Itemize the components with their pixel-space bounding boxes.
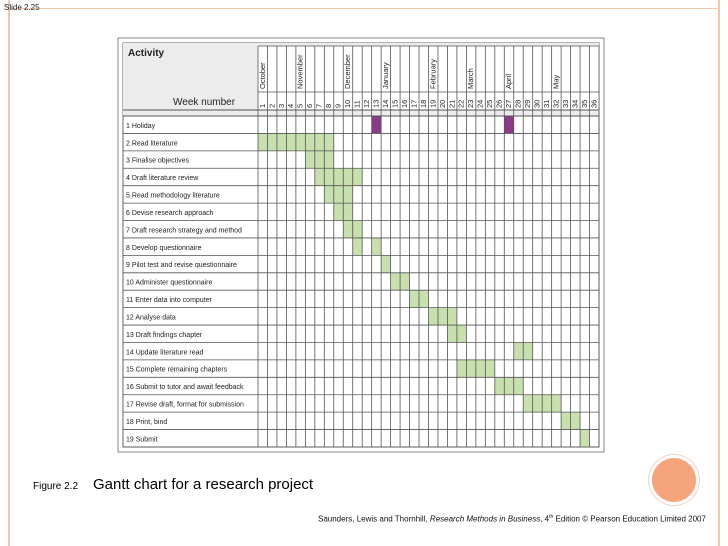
week-number-label: 1	[257, 103, 267, 108]
month-label: April	[504, 73, 514, 89]
week-number-label: 12	[362, 99, 372, 108]
activity-bar-cell	[334, 186, 343, 203]
week-number-label: 18	[418, 99, 428, 108]
figure-label: Figure 2.2	[33, 481, 79, 492]
week-number-label: 20	[437, 99, 447, 108]
activity-bar-cell	[334, 168, 343, 185]
credit-edition-sup: th	[549, 514, 554, 520]
week-number-label: 4	[286, 103, 296, 108]
activity-bar-cell	[353, 221, 362, 238]
activity-bar-cell	[324, 186, 333, 203]
week-number-label: 31	[541, 99, 551, 108]
week-number-label: 35	[579, 99, 589, 108]
activity-bar-cell	[476, 360, 485, 377]
activity-bar-cell	[353, 238, 362, 255]
activity-bar-cell	[495, 377, 504, 394]
week-number-label: 13	[371, 99, 381, 108]
month-label: May	[551, 74, 561, 89]
activity-bar-cell	[296, 133, 305, 150]
activity-bar-cell	[504, 377, 513, 394]
activity-label: 1 Holiday	[126, 122, 156, 130]
activity-label: 9 Pilot test and revise questionnaire	[126, 262, 237, 270]
activity-bar-cell	[305, 133, 314, 150]
week-number-label: 34	[570, 99, 580, 108]
activity-bar-cell	[343, 186, 352, 203]
week-number-label: 25	[485, 99, 495, 108]
week-number-label: 14	[380, 99, 390, 108]
activity-bar-cell	[353, 168, 362, 185]
activity-label: 7 Draft research strategy and method	[126, 227, 242, 235]
week-number-label: 24	[475, 99, 485, 108]
week-number-label: 17	[409, 99, 419, 108]
holiday-cell	[504, 116, 513, 133]
activity-bar-cell	[267, 133, 276, 150]
week-number-label: 19	[428, 99, 438, 108]
activity-bar-cell	[315, 151, 324, 168]
activity-bar-cell	[381, 255, 390, 272]
activity-bar-cell	[334, 203, 343, 220]
activity-bar-cell	[343, 168, 352, 185]
week-number-label: 29	[523, 99, 533, 108]
activity-label: 3 Finalise objectives	[126, 157, 190, 165]
activity-bar-cell	[429, 308, 438, 325]
activity-bar-cell	[305, 151, 314, 168]
month-label: January	[380, 62, 390, 89]
activity-bar-cell	[523, 342, 532, 359]
activity-label: 19 Submit	[126, 436, 158, 444]
activity-bar-cell	[571, 412, 580, 429]
activity-bar-cell	[514, 342, 523, 359]
month-label: October	[257, 62, 267, 89]
week-number-header: Week number	[173, 97, 236, 108]
activity-bar-cell	[315, 133, 324, 150]
credit-authors: Saunders, Lewis and Thornhill,	[318, 514, 430, 524]
activity-bar-cell	[277, 133, 286, 150]
activity-label: 6 Devise research approach	[126, 209, 214, 217]
week-number-label: 16	[399, 99, 409, 108]
week-number-label: 26	[494, 99, 504, 108]
week-number-label: 32	[551, 99, 561, 108]
activity-label: 12 Analyse data	[126, 314, 176, 322]
credit-rest: Edition © Pearson Education Limited 2007	[553, 514, 706, 524]
activity-bar-cell	[343, 221, 352, 238]
activity-header: Activity	[128, 48, 165, 59]
week-number-label: 15	[390, 99, 400, 108]
week-number-label: 2	[267, 103, 277, 108]
activity-bar-cell	[523, 395, 532, 412]
credit-book: Research Methods in Business	[429, 514, 541, 524]
activity-bar-cell	[485, 360, 494, 377]
activity-bar-cell	[466, 360, 475, 377]
week-number-label: 7	[314, 103, 324, 108]
figure-title: Gantt chart for a research project	[93, 476, 314, 493]
credit-edition: , 4	[540, 514, 550, 524]
week-number-label: 27	[504, 99, 514, 108]
holiday-cell	[372, 116, 381, 133]
month-label: November	[295, 54, 305, 89]
activity-label: 17 Revise draft, format for submission	[126, 401, 244, 409]
activity-label: 8 Develop questionnaire	[126, 244, 202, 252]
activity-bar-cell	[419, 290, 428, 307]
activity-bar-cell	[324, 168, 333, 185]
week-number-label: 33	[560, 99, 570, 108]
activity-label: 13 Draft findings chapter	[126, 331, 203, 339]
slide-number: Slide 2.25	[4, 3, 40, 12]
week-number-label: 22	[456, 99, 466, 108]
activity-label: 18 Print, bind	[126, 419, 168, 427]
activity-bar-cell	[258, 133, 267, 150]
week-number-label: 8	[324, 103, 334, 108]
activity-bar-cell	[457, 325, 466, 342]
activity-label: 11 Enter data into computer	[126, 297, 212, 305]
week-number-label: 6	[305, 103, 315, 108]
activity-bar-cell	[447, 308, 456, 325]
activity-bar-cell	[315, 168, 324, 185]
month-label: December	[343, 54, 353, 89]
activity-bar-cell	[372, 238, 381, 255]
activity-label: 10 Administer questionnaire	[126, 279, 213, 287]
week-number-label: 9	[333, 103, 343, 108]
activity-label: 14 Update literature read	[126, 349, 204, 357]
month-label: February	[428, 58, 438, 89]
activity-bar-cell	[391, 273, 400, 290]
week-number-label: 10	[343, 99, 353, 108]
month-label: March	[466, 68, 476, 89]
activity-bar-cell	[533, 395, 542, 412]
activity-label: 4 Draft literature review	[126, 175, 199, 183]
week-number-label: 28	[513, 99, 523, 108]
credit-line	[318, 514, 706, 524]
week-number-label: 11	[352, 100, 362, 108]
activity-bar-cell	[410, 290, 419, 307]
week-number-label: 21	[447, 99, 457, 108]
activity-bar-cell	[447, 325, 456, 342]
activity-label: 16 Submit to tutor and await feedback	[126, 384, 244, 392]
activity-label: 15 Complete remaining chapters	[126, 366, 228, 374]
activity-bar-cell	[457, 360, 466, 377]
activity-bar-cell	[552, 395, 561, 412]
activity-bar-cell	[542, 395, 551, 412]
activity-label: 5 Read methodology literature	[126, 192, 220, 200]
activity-bar-cell	[343, 203, 352, 220]
week-number-label: 30	[532, 99, 542, 108]
activity-bar-cell	[324, 151, 333, 168]
activity-bar-cell	[324, 133, 333, 150]
decorative-circle	[649, 455, 699, 505]
activity-label: 2 Read literature	[126, 140, 178, 148]
week-number-label: 5	[295, 103, 305, 108]
activity-bar-cell	[514, 377, 523, 394]
activity-bar-cell	[286, 133, 295, 150]
week-number-label: 3	[276, 103, 286, 108]
activity-bar-cell	[438, 308, 447, 325]
activity-bar-cell	[400, 273, 409, 290]
week-number-label: 36	[589, 99, 599, 108]
activity-bar-cell	[580, 430, 589, 447]
week-number-label: 23	[466, 99, 476, 108]
activity-bar-cell	[561, 412, 570, 429]
